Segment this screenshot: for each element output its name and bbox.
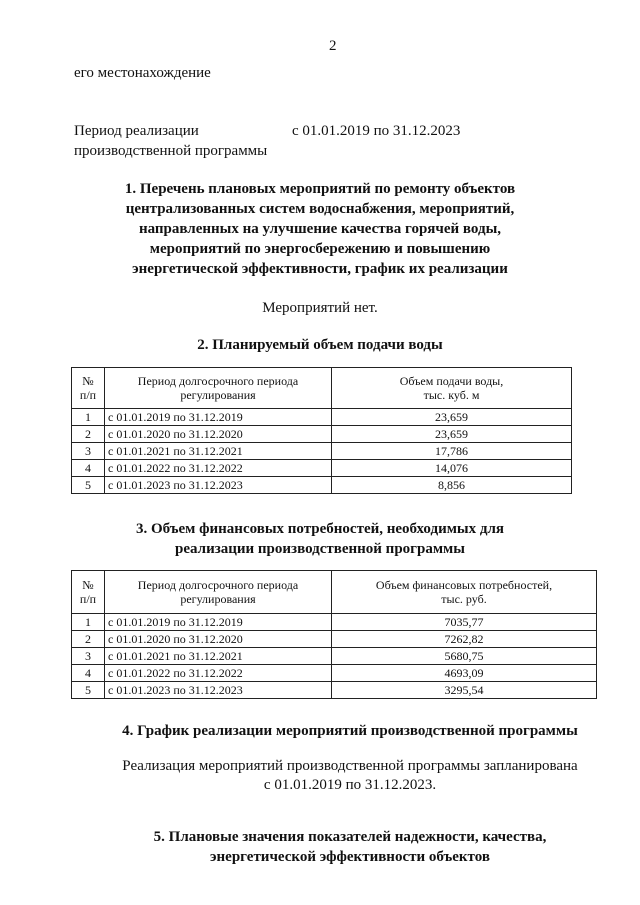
header-value xyxy=(332,368,572,409)
row-value: 3295,54 xyxy=(332,682,597,699)
row-num: 2 xyxy=(72,631,105,648)
row-value: 23,659 xyxy=(332,426,572,443)
header-num-line2: п/п xyxy=(79,592,97,606)
section5-title xyxy=(0,827,640,867)
section1-title-line: мероприятий по энергосбережению и повышению xyxy=(149,241,491,257)
header-value-line2: тыс. руб. xyxy=(441,592,487,606)
row-period: с 01.01.2022 по 31.12.2022 xyxy=(105,665,332,682)
header-num xyxy=(72,368,105,409)
section4-title: 4. График реализации мероприятий производственной программы xyxy=(122,723,578,739)
row-value: 7262,82 xyxy=(332,631,597,648)
row-num: 4 xyxy=(72,460,105,477)
section1-title-line: направленных на улучшение качества горячей воды, xyxy=(138,221,502,237)
row-num: 1 xyxy=(72,614,105,631)
table-row xyxy=(72,682,597,699)
header-period-line2: регулирования xyxy=(180,592,256,606)
row-value: 7035,77 xyxy=(332,614,597,631)
table-row xyxy=(72,665,597,682)
row-period: с 01.01.2020 по 31.12.2020 xyxy=(105,631,332,648)
section4-body-line1: Реализация мероприятий производственной программы запланирована xyxy=(122,758,578,774)
row-num: 5 xyxy=(72,682,105,699)
row-period: с 01.01.2022 по 31.12.2022 xyxy=(105,460,332,477)
period-value: с 01.01.2019 по 31.12.2023 xyxy=(292,123,461,139)
header-period-line2: регулирования xyxy=(180,388,256,402)
water-volume-table xyxy=(71,367,572,494)
row-period: с 01.01.2021 по 31.12.2021 xyxy=(105,443,332,460)
section1-title-line: энергетической эффективности, график их реализации xyxy=(132,261,508,277)
section3-title-line2: реализации производственной программы xyxy=(175,541,465,557)
table-header-row xyxy=(72,571,597,614)
header-value xyxy=(332,571,597,614)
header-period xyxy=(105,571,332,614)
row-value: 5680,75 xyxy=(332,648,597,665)
header-value-line1: Объем финансовых потребностей, xyxy=(375,578,553,592)
row-period: с 01.01.2019 по 31.12.2019 xyxy=(105,409,332,426)
row-num: 4 xyxy=(72,665,105,682)
section1-title xyxy=(0,179,640,279)
header-value-line1: Объем подачи воды, xyxy=(399,374,504,388)
section2-title: 2. Планируемый объем подачи воды xyxy=(197,337,443,353)
table-row xyxy=(72,477,572,494)
row-value: 14,076 xyxy=(332,460,572,477)
table-row xyxy=(72,648,597,665)
row-num: 5 xyxy=(72,477,105,494)
row-period: с 01.01.2019 по 31.12.2019 xyxy=(105,614,332,631)
table-row xyxy=(72,409,572,426)
row-num: 2 xyxy=(72,426,105,443)
header-period-line1: Период долгосрочного периода xyxy=(137,578,299,592)
section1-title-line: централизованных систем водоснабжения, мероприятий, xyxy=(125,201,515,217)
header-num-line1: № xyxy=(82,374,94,388)
location-line: его местонахождение xyxy=(74,65,211,81)
financial-needs-table xyxy=(71,570,597,699)
row-value: 8,856 xyxy=(332,477,572,494)
header-num-line1: № xyxy=(82,578,94,592)
section1-body: Мероприятий нет. xyxy=(262,300,378,316)
row-num: 3 xyxy=(72,648,105,665)
table-row xyxy=(72,460,572,477)
row-num: 1 xyxy=(72,409,105,426)
row-value: 4693,09 xyxy=(332,665,597,682)
header-period xyxy=(105,368,332,409)
section1-title-line: 1. Перечень плановых мероприятий по ремонту объектов xyxy=(124,181,516,197)
section3-title-line1: 3. Объем финансовых потребностей, необходимых для xyxy=(135,521,505,537)
section3-title xyxy=(0,519,640,559)
table-row xyxy=(72,443,572,460)
table-row xyxy=(72,426,572,443)
period-label-line1: Период реализации xyxy=(74,123,199,139)
section5-title-line2: энергетической эффективности объектов xyxy=(210,849,490,865)
row-value: 23,659 xyxy=(332,409,572,426)
table-row xyxy=(72,614,597,631)
row-period: с 01.01.2020 по 31.12.2020 xyxy=(105,426,332,443)
section4-body-line2: с 01.01.2019 по 31.12.2023. xyxy=(263,777,437,793)
header-num-line2: п/п xyxy=(79,388,97,402)
row-period: с 01.01.2021 по 31.12.2021 xyxy=(105,648,332,665)
row-value: 17,786 xyxy=(332,443,572,460)
table-header-row xyxy=(72,368,572,409)
header-value-line2: тыс. куб. м xyxy=(423,388,480,402)
section5-title-line1: 5. Плановые значения показателей надежности, качества, xyxy=(153,829,547,845)
row-period: с 01.01.2023 по 31.12.2023 xyxy=(105,682,332,699)
page-number: 2 xyxy=(329,38,337,54)
header-num xyxy=(72,571,105,614)
table-row xyxy=(72,631,597,648)
period-label-line2: производственной программы xyxy=(74,143,268,159)
row-period: с 01.01.2023 по 31.12.2023 xyxy=(105,477,332,494)
row-num: 3 xyxy=(72,443,105,460)
header-period-line1: Период долгосрочного периода xyxy=(137,374,299,388)
